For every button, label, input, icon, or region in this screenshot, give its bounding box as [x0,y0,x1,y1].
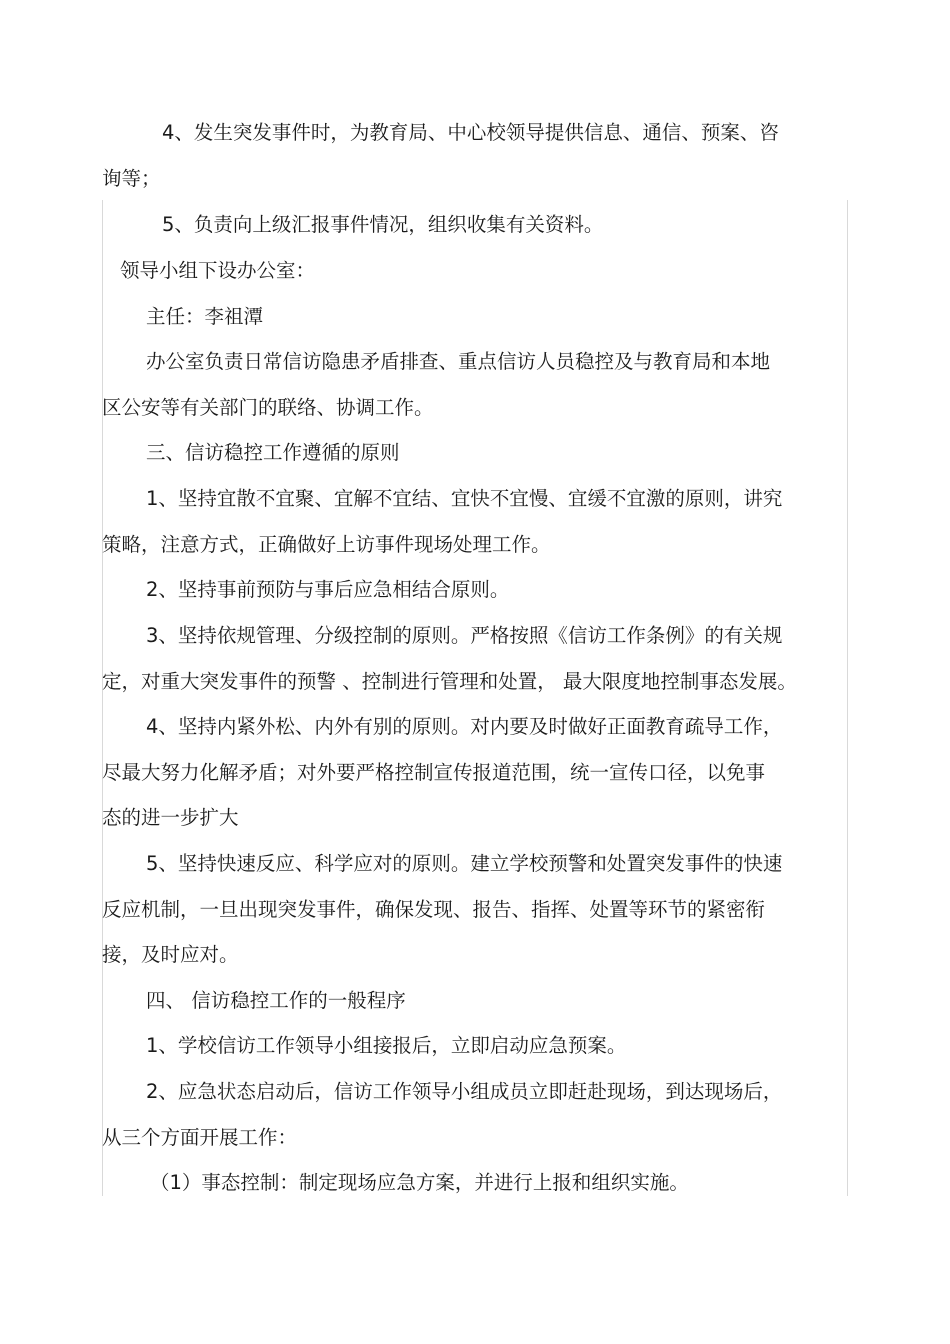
text-line: 接，及时应对。 [102,943,239,966]
page-border-left [102,200,103,1196]
text-line: 4、发生突发事件时，为教育局、中心校领导提供信息、通信、预案、咨 [162,121,779,144]
text-line: 领导小组下设办公室： [120,259,316,282]
text-line: 策略，注意方式，正确做好上访事件现场处理工作。 [102,533,551,556]
text-line: 5、坚持快速反应、科学应对的原则。建立学校预警和处置突发事件的快速 [146,852,783,875]
text-line: 4、坚持内紧外松、内外有别的原则。对内要及时做好正面教育疏导工作， [146,715,783,738]
text-line: 从三个方面开展工作： [102,1126,298,1149]
text-line: 反应机制，一旦出现突发事件，确保发现、报告、指挥、处置等环节的紧密衔 [102,898,766,921]
text-line: 尽最大努力化解矛盾；对外要严格控制宣传报道范围，统一宣传口径，以免事 [102,761,766,784]
text-line: 区公安等有关部门的联络、协调工作。 [102,396,434,419]
text-line: （1）事态控制：制定现场应急方案，并进行上报和组织实施。 [150,1171,689,1194]
text-line: 1、坚持宜散不宜聚、宜解不宜结、宜快不宜慢、宜缓不宜激的原则，讲究 [146,487,783,510]
text-line: 3、坚持依规管理、分级控制的原则。严格按照《信访工作条例》的有关规 [146,624,783,647]
text-line: 2、应急状态启动后，信访工作领导小组成员立即赶赴现场，到达现场后， [146,1080,783,1103]
section-heading: 三、信访稳控工作遵循的原则 [146,441,400,464]
text-line: 办公室负责日常信访隐患矛盾排查、重点信访人员稳控及与教育局和本地 [146,350,771,373]
text-line: 询等； [102,167,161,190]
text-line: 主任：李祖潭 [146,305,264,328]
section-heading: 四、 信访稳控工作的一般程序 [146,989,406,1012]
text-line: 1、学校信访工作领导小组接报后，立即启动应急预案。 [146,1034,627,1057]
text-line: 2、坚持事前预防与事后应急相结合原则。 [146,578,510,601]
text-line: 态的进一步扩大 [102,806,239,829]
text-line: 定，对重大突发事件的预警 、控制进行管理和处置， 最大限度地控制事态发展。 [102,670,797,693]
text-line: 5、负责向上级汇报事件情况，组织收集有关资料。 [162,213,604,236]
